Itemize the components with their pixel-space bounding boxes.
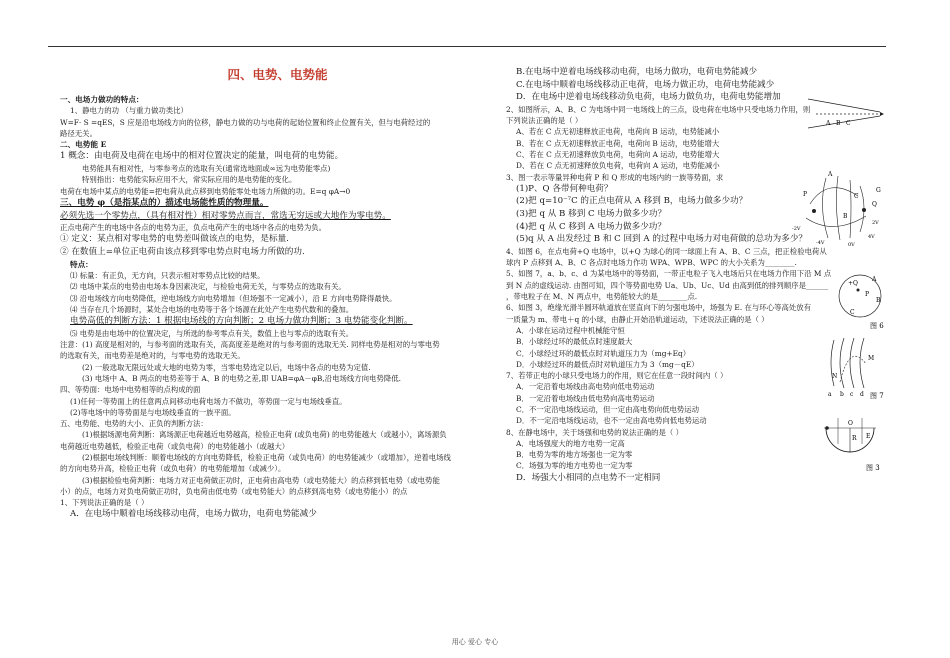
text-line: 电荷越近电势越低，检验正电荷（或负电荷）的电势能越小（或越大） [60, 441, 290, 451]
text-line: C.在电场中顺着电场线移动正电荷，电场力做正功，电荷电势能减少 [516, 79, 775, 90]
text-line: 路径无关。 [60, 128, 97, 138]
text-line: B．一定沿着电场线由低电势向高电势运动 [516, 393, 655, 403]
text-line: 二、电势能 E [60, 140, 107, 150]
figure-6-caption: 图 6 [870, 322, 884, 330]
text-line: D．在电场中逆着电场线移动负电荷，电场力做负功，电荷电势能增加 [516, 92, 781, 103]
text-line: 的选取有关，而电势差是绝对的，与零电势的选取无关。 [60, 351, 245, 361]
text-line: D．不一定沿电场线运动，也不一定由高电势向低电势运动 [516, 416, 707, 426]
text-line: B、若在 C 点无初速释放正电荷，电荷向 B 运动，电势能增大 [516, 138, 720, 148]
figure-label: d [860, 391, 864, 398]
fig-line-label-b: B [836, 120, 841, 127]
text-line: 6、如图 3，绝缘光滑半圆环轨道放在竖直向下的匀强电场中，场强为 E. 在与环心等高处放有 [506, 303, 812, 313]
text-line: W=F· S =qES，S 应是沿电场线方向的位移，静电力做的功与电荷的起始位置和终止位置有关，但与电荷经过的 [60, 117, 431, 127]
text-line: (2)把 q=10⁻⁷C 的正点电荷从 A 移到 B，电场力做多少功？ [516, 196, 748, 207]
text-line: 小）的点，电场力对负电荷做正功时，负电荷由低电势（或电势能大）的点移到高电势（或电势能小）的点 [60, 486, 408, 496]
left-text-lines [60, 94, 485, 521]
text-line: 一质量为 m、带电＋q 的小球，由静止开始沿轨道运动，下述说法正确的是（ ） [506, 314, 769, 324]
figure-label: 2V [872, 220, 879, 226]
text-line: ⑷ 当存在几个场源时，某处合电场的电势等于各个场源在此处产生电势代数和的叠加。 [70, 304, 354, 314]
text-line: ⑸ 电势是由电场中的位置决定，与所选的参考零点有关，数值上也与零点的选取有关。 [70, 328, 354, 338]
figure-label: N [832, 373, 838, 380]
figure-7-caption: 图 7 [870, 392, 884, 400]
text-line: 五、电势能、电势的大小、正负的判断方法： [60, 419, 208, 429]
figure-label: 0V [848, 242, 855, 248]
figure-label: E [866, 433, 871, 440]
figure-label: P [865, 291, 870, 298]
left-column [60, 66, 485, 521]
text-line: (1)任何一等势面上的任意两点间移动电荷电场力不做功，等势面一定与电场线垂直。 [70, 396, 347, 406]
text-line: D、若在 C 点无初速释放负电荷，电荷向 A 运动，电势能减小 [516, 161, 720, 171]
text-line: A．电场强度大的地方电势一定高 [516, 438, 625, 448]
text-line: 一、电场力做功的特点： [60, 95, 144, 104]
text-line: 4、如图 6，在点电荷+Q 电场中，以+Q 为球心的同一球面上有 A、B、C 三点，把正检验电荷从 [506, 246, 827, 256]
figure-equipotentials [788, 166, 888, 248]
text-line: ① 定义：某点相对零电势的电势差叫做该点的电势，是标量. [60, 234, 289, 245]
text-line: (5)q 从 A 出发经过 B 和 C 回到 A 的过程中电场力对电荷做的总功为多少？ [516, 234, 808, 245]
text-line: 特点： [70, 259, 93, 269]
text-line: C、若在 C 点无初速释放负电荷，电荷向 A 运动，电势能增大 [516, 149, 720, 159]
text-line: A．小球在运动过程中机械能守恒 [516, 325, 625, 335]
text-line: 1 概念：由电荷及电荷在电场中的相对位置决定的能量，叫电荷的电势能。 [60, 151, 344, 162]
figure-label: -4V [816, 240, 825, 246]
text-line: D．小球经过环的最低点时对轨道压力为 3（mg－qE） [516, 359, 699, 369]
figure-label: b [840, 391, 844, 398]
figure-label: C [850, 309, 855, 316]
figure-label: R [852, 435, 857, 442]
text-line: B．小球经过环的最低点时速度最大 [516, 337, 633, 347]
text-line: A．一定沿着电场线由高电势向低电势运动 [516, 382, 655, 392]
fig-line-label-c: C [846, 120, 851, 127]
text-line: 的方向电势升高，检验正电荷（或负电荷）的电势能增加（或减少）。 [60, 464, 286, 474]
figure-label: O [848, 420, 853, 427]
text-line: 下列说法正确的是（ ） [506, 116, 583, 126]
text-line: 正点电荷产生的电场中各点的电势为正，负点电荷产生的电场中各点的电势为负。 [60, 223, 327, 233]
text-line: A、若在 C 点无初速释放正电荷，电荷向 B 运动，电势能减小 [516, 127, 720, 137]
figure-label: Q [872, 201, 877, 208]
text-line: 1、静电力的功 （与重力做功类比） [70, 106, 188, 116]
text-line: ⑵ 电场中某点的电势由电场本身因素决定，与检验电荷无关，与零势点的选取有关。 [70, 282, 346, 292]
figure-label: P [803, 191, 808, 198]
text-line: ⑶ 沿电场线方向电势降低，逆电场线方向电势增加（但场强不一定减小），沿 E 方向电势降得最快。 [70, 293, 397, 303]
figure-label: C [854, 193, 859, 200]
text-line: D．场强大小相同的点电势不一定相同 [516, 472, 661, 483]
text-line: (3) 电场中 A、B 两点的电势差等于 A、B 的电势之差,即 UAB=φA－φB,沿电场线方向电势降低. [82, 373, 401, 383]
figure-label: A [828, 171, 833, 178]
figure-label: M [868, 355, 875, 362]
fig-line-label-a: A [826, 120, 831, 127]
text-line: (1)根据场源电荷判断：离场源正电荷越近电势越高，检验正电荷 (或负电荷) 的电势能越大（或越小），离场源负 [82, 430, 447, 440]
text-line: 四、等势面：电场中电势相等的点构成的面 [60, 385, 201, 395]
text-line: (3)把 q 从 B 移到 C 电场力做多少功？ [516, 209, 667, 220]
text-line: B.在电场中逆着电场线移动电荷，电场力做功，电荷电势能减少 [516, 67, 758, 77]
figure-label: 4V [868, 234, 875, 240]
figure-3-caption: 图 3 [866, 464, 880, 472]
figure-label: +Q [848, 280, 858, 287]
text-line: 5、如图 7，a、b、c、d 为某电场中的等势面，一带正电粒子飞入电场后只在电场力作用下沿 M 点 [506, 269, 832, 279]
page-title: 四、电势、电势能 [227, 67, 328, 82]
text-line: 注意：(1) 高度是相对的，与参考面的选取有关，高高度差是绝对的与参考面的选取无关. 同样电势是相对的与零电势 [60, 340, 440, 350]
figure-label: A [872, 276, 877, 283]
text-line: 到 N 点的虚线运动. 由图可知，四个等势面电势 Ua、Ub、Uc、Ud 由高到低的排列顺序是______ [506, 280, 829, 290]
text-line: C．不一定沿电场线运动，但一定由高电势向低电势运动 [516, 404, 700, 414]
text-line: (2)等电场中的等势面是与电场线垂直的一族平面。 [70, 407, 236, 417]
figure-label: G [876, 187, 881, 194]
text-line: 电荷在电场中某点的电势能=把电荷从此点移到电势能零处电场力所做的功。E=q φA→0 [60, 186, 351, 196]
figure-label: a [828, 391, 832, 398]
figure-3-semicircle [822, 414, 886, 474]
text-line: (3)根据检验电荷判断：电场力对正电荷做正功时，正电荷由高电势（或电势能大）的点移到低电势（或电势能 [82, 475, 440, 485]
text-line: A．在电场中顺着电场线移动电荷，电场力做功，电荷电势能减少 [70, 509, 317, 520]
text-line: ，带电粒子在 M、N 两点中，电势能较大的是________点. [506, 292, 698, 302]
text-line: 7、若带正电的小球只受电场力的作用，则它在任意一段时间内（ ） [506, 371, 728, 381]
text-line: 特别指出：电势能实际应用不大，常实际应用的是电势能的变化。 [82, 175, 297, 185]
text-line: C．场强为零的地方电势也一定为零 [516, 461, 633, 471]
text-line: (4)把 q 从 C 移到 A 电场力做多少功？ [516, 221, 666, 232]
text-line: 电势能具有相对性，与零参考点的选取有关(通常选地面或∞远为电势能零点) [82, 164, 331, 174]
text-line: 三、电势 φ（是指某点的）描述电场能性质的物理量。 [60, 197, 269, 208]
text-line: 2、如图所示，A、B、C 为电场中同一电场线上的三点，设电荷在电场中只受电场力作用，则 [506, 104, 811, 114]
figure-6-sphere [836, 270, 886, 332]
figure-label: B [843, 213, 848, 220]
text-line: ② 在数值上=单位正电荷由该点移到零电势点时电场力所做的功. [60, 247, 305, 258]
figure-label: -2V [792, 226, 801, 232]
text-line: 球内 P 点移到 A、B、C 各点时电场力作功 WPA、WPB、WPC 的大小关系为________. [506, 258, 797, 268]
header-rule [48, 46, 886, 47]
text-line: 1、下列说法正确的是（ ） [60, 498, 149, 508]
text-line: 电势高低的判断方法：1 根据电场线的方向判断；2 电场力做功判断；3 电势能变化判断。 [70, 316, 413, 327]
figure-label: c [850, 391, 854, 398]
text-line: C．小球经过环的最低点时对轨道压力为（mg+Eq） [516, 348, 691, 358]
figure-label: B [876, 297, 881, 304]
text-line: ⑴ 标量：有正负，无方向，只表示相对零势点比较的结果。 [70, 270, 265, 280]
figure-field-line [806, 95, 886, 135]
figure-7-equipotentials [826, 336, 886, 402]
text-line: 3、图一表示等量异种电荷 P 和 Q 形成的电场内的一族等势面，求 [506, 172, 724, 182]
text-line: (2) 一般选取无限远处或大地的电势为零，当零电势选定以后，电场中各点的电势为定值. [82, 362, 371, 372]
text-line: 必须先选一个零势点，（具有相对性）相对零势点而言，常选无穷远或大地作为零电势。 [60, 210, 391, 221]
text-line: (2)根据电场线判断：顺着电场线的方向电势降低，检验正电荷（或负电荷）的电势能减少（或增加），逆着电场线 [82, 452, 451, 462]
text-line: 8、在静电场中，关于场强和电势的说法正确的是（ ） [506, 427, 684, 437]
page-footer: 用心 爱心 专心 [451, 638, 499, 646]
text-line: (1)P、Q 各带何种电荷？ [516, 183, 613, 194]
text-line: B．电势为零的地方场强也一定为零 [516, 450, 633, 460]
